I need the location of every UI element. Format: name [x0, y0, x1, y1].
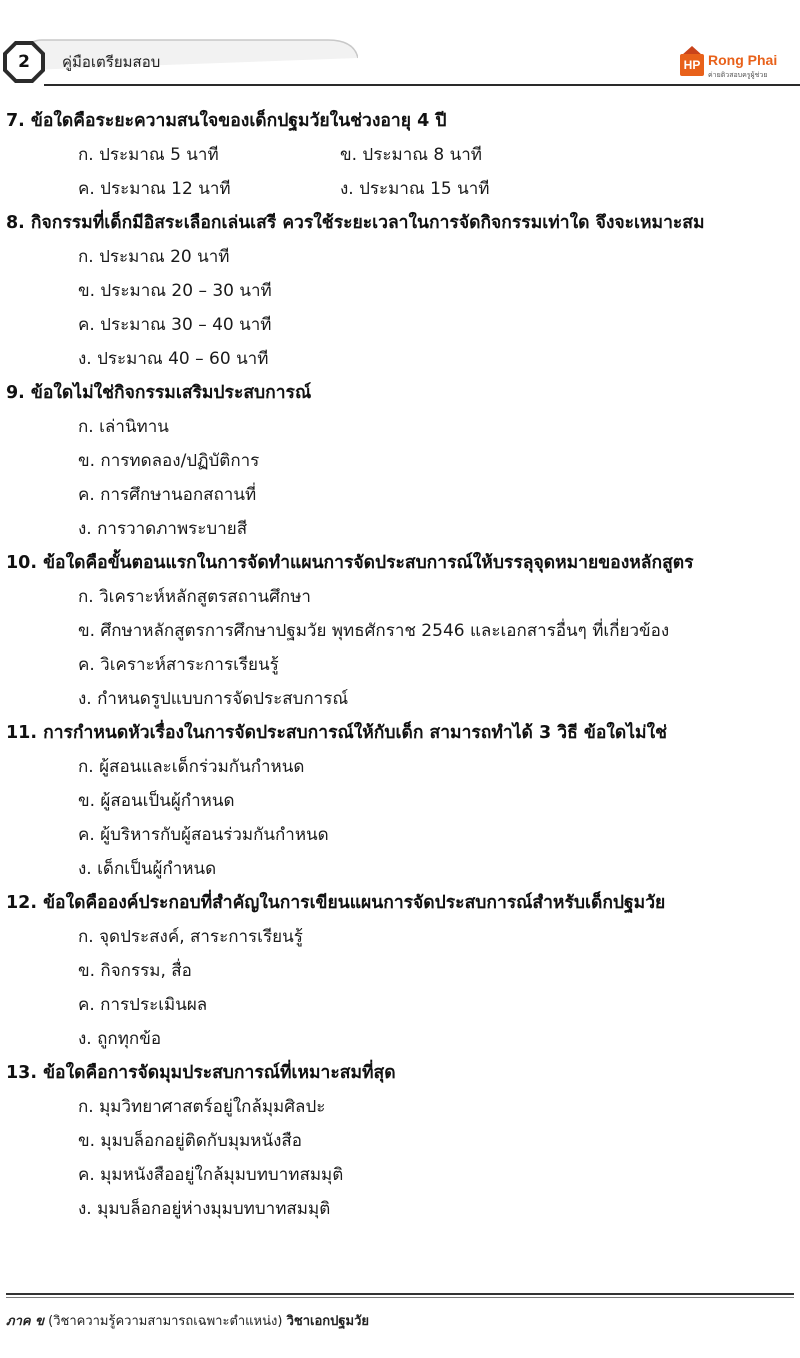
header-divider — [44, 84, 800, 86]
answer-option: ค. ผู้บริหารกับผู้สอนร่วมกันกำหนด — [78, 825, 329, 845]
question-block — [0, 1056, 800, 1226]
answer-option: ข. มุมบล็อกอยู่ติดกับมุมหนังสือ — [78, 1131, 303, 1151]
footer-divider-thin — [6, 1297, 794, 1298]
answer-option: ง. ถูกทุกข้อ — [78, 1029, 162, 1049]
question-block — [0, 716, 800, 886]
answer-option: ค. วิเคราะห์สาระการเรียนรู้ — [78, 655, 279, 675]
question-text: 13. ข้อใดคือการจัดมุมประสบการณ์ที่เหมาะสมที่สุด — [6, 1063, 396, 1083]
answer-option: ข. ประมาณ 20 – 30 นาที — [78, 281, 272, 301]
question-block — [0, 376, 800, 546]
footer-subject: วิชาเอกปฐมวัย — [286, 1314, 370, 1329]
rong-phai-logo — [680, 46, 795, 80]
page-footer — [6, 1310, 369, 1331]
answer-option: ง. เด็กเป็นผู้กำหนด — [78, 859, 217, 879]
question-text: 9. ข้อใดไม่ใช่กิจกรรมเสริมประสบการณ์ — [6, 383, 312, 403]
option-row — [0, 172, 800, 206]
page-number-badge — [2, 40, 46, 84]
answer-option: ค. การประเมินผล — [78, 995, 208, 1015]
logo-tagline: ค่ายติวสอบครูผู้ช่วย — [708, 71, 768, 79]
answer-option: ก. เล่านิทาน — [78, 417, 169, 437]
option-row — [0, 138, 800, 172]
question-text: 7. ข้อใดคือระยะความสนใจของเด็กปฐมวัยในช่วงอายุ 4 ปี — [6, 111, 447, 131]
logo-hp-icon: HP — [680, 54, 704, 76]
answer-option: ข. ประมาณ 8 นาที — [340, 145, 483, 165]
footer-part: ภาค ข — [6, 1314, 44, 1329]
answer-option: ก. ผู้สอนและเด็กร่วมกันกำหนด — [78, 757, 305, 777]
answer-option: ก. จุดประสงค์, สาระการเรียนรู้ — [78, 927, 303, 947]
question-block — [0, 206, 800, 376]
question-text: 10. ข้อใดคือขั้นตอนแรกในการจัดทำแผนการจัดประสบการณ์ให้บรรลุจุดหมายของหลักสูตร — [6, 553, 694, 573]
answer-option: ง. ประมาณ 40 – 60 นาที — [78, 349, 269, 369]
footer-description: (วิชาความรู้ความสามารถเฉพาะตำแหน่ง) — [48, 1314, 283, 1329]
footer-divider — [6, 1293, 794, 1295]
answer-option: ก. วิเคราะห์หลักสูตรสถานศึกษา — [78, 587, 311, 607]
answer-option: ง. กำหนดรูปแบบการจัดประสบการณ์ — [78, 689, 349, 709]
answer-option: ข. ศึกษาหลักสูตรการศึกษาปฐมวัย พุทธศักราช 2546 และเอกสารอื่นๆ ที่เกี่ยวข้อง — [78, 621, 670, 641]
answer-option: ข. การทดลอง/ปฏิบัติการ — [78, 451, 260, 471]
answer-option: ง. ประมาณ 15 นาที — [340, 179, 490, 199]
book-title: คู่มือเตรียมสอบ — [62, 53, 161, 71]
answer-option: ค. การศึกษานอกสถานที่ — [78, 485, 257, 505]
answer-option: ง. การวาดภาพระบายสี — [78, 519, 248, 539]
answer-option: ค. มุมหนังสืออยู่ใกล้มุมบทบาทสมมุติ — [78, 1165, 344, 1185]
answer-option: ก. ประมาณ 20 นาที — [78, 247, 230, 267]
answer-option: ข. ผู้สอนเป็นผู้กำหนด — [78, 791, 235, 811]
question-text: 11. การกำหนดหัวเรื่องในการจัดประสบการณ์ให้กับเด็ก สามารถทำได้ 3 วิธี ข้อใดไม่ใช่ — [6, 723, 668, 743]
answer-option: ค. ประมาณ 30 – 40 นาที — [78, 315, 272, 335]
answer-option: ค. ประมาณ 12 นาที — [78, 179, 231, 199]
answer-option: ก. ประมาณ 5 นาที — [78, 145, 219, 165]
answer-option: ก. มุมวิทยาศาสตร์อยู่ใกล้มุมศิลปะ — [78, 1097, 326, 1117]
question-text: 12. ข้อใดคือองค์ประกอบที่สำคัญในการเขียนแผนการจัดประสบการณ์สำหรับเด็กปฐมวัย — [6, 893, 666, 913]
page-header — [0, 0, 800, 96]
page-number: 2 — [18, 52, 30, 72]
answer-option: ข. กิจกรรม, สื่อ — [78, 961, 192, 981]
question-list — [0, 104, 800, 1226]
question-block — [0, 104, 800, 206]
answer-option: ง. มุมบล็อกอยู่ห่างมุมบทบาทสมมุติ — [78, 1199, 331, 1219]
question-block — [0, 886, 800, 1056]
question-block — [0, 546, 800, 716]
question-text: 8. กิจกรรมที่เด็กมีอิสระเลือกเล่นเสรี ควรใช้ระยะเวลาในการจัดกิจกรรมเท่าใด จึงจะเหมาะสม — [6, 213, 705, 233]
logo-brand-name: Rong Phai — [708, 52, 778, 68]
